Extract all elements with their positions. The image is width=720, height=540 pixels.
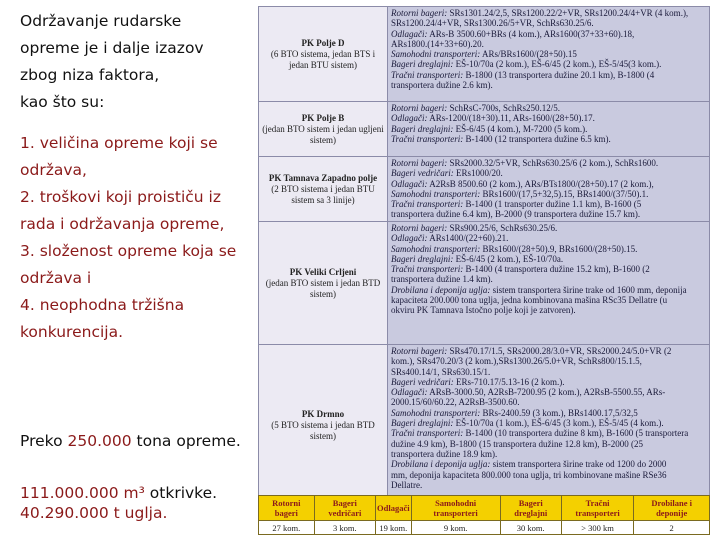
equipment-detail: transportera dužine 1.4 km). [391,274,493,285]
equipment-detail: ARs/BRs1600/(28+50).15 [480,49,577,60]
summary-header: Rotorni bageri [259,496,315,521]
equipment-line [391,209,706,219]
equipment-type: Odlagači: [391,387,428,398]
mine-row [259,345,710,506]
equipment-line [391,305,706,315]
equipment-line [391,113,706,123]
equipment-detail: BRs1600/(28+50).9, BRs1600/(28+50).15. [480,243,638,254]
equipment-detail: EŠ-10/70a (1 kom.), EŠ-6/45 (3 kom.), EŠ-5/45 (4 kom.). [453,418,664,429]
equipment-type: Tračni transporteri: [391,428,464,439]
mine-name: PK Drmno [301,408,345,419]
factor-line: 1. veličina opreme koji se [20,134,218,152]
equipment-line [391,244,706,254]
summary-value: 27 kom. [259,521,315,535]
mine-row [259,157,710,222]
equipment-detail: EŠ-10/70a (2 kom.), EŠ-6/45 (2 kom.), EŠ-5/45(3 kom.). [453,59,662,70]
mine-row [259,7,710,102]
mine-name-cell [259,157,388,222]
mine-row [259,222,710,345]
equipment-type: Bageri dreglajni: [391,59,454,70]
left-text-panel [20,8,252,346]
mine-equipment-cell [388,157,710,222]
equipment-detail: B-1400 (10 transportera dužine 8 km), B-1600 (5 transportera [463,428,689,439]
summary-value: 3 kom. [314,521,375,535]
equipment-type: Rotorni bageri: [391,223,448,233]
equipment-note: Preko 250.000 tona opreme. [20,432,241,450]
summary-value: 2 [634,521,710,535]
intro-line: kao što su: [20,93,105,111]
equipment-line [391,264,706,274]
equipment-detail: B-1400 (12 transportera dužine 6.5 km). [463,133,611,144]
summary-header: Samohodni transporteri [411,496,500,521]
equipment-type: Drobilana i deponija uglja: [391,459,491,470]
equipment-detail: A2RsB 8500.60 (2 kom.), ARs/BTs1800/(28+50).17 (2 kom.), [427,178,654,189]
mine-name-cell [259,222,388,345]
equipment-detail: transportera dužine 6.4 km), B-2000 (9 transportera dužine 15.7 km). [391,209,641,220]
equipment-detail: B-1400 (1 transporter dužine 1.1 km), B-1600 (5 [463,199,642,210]
factor-line: 4. neophodna tržišna [20,296,185,314]
summary-value: > 300 km [561,521,634,535]
equipment-type: Tračni transporteri: [391,133,464,144]
factor-line: održava i [20,269,92,287]
equipment-line [391,377,706,387]
mine-name: PK Veliki Crljeni [289,266,357,277]
equipment-line [391,274,706,284]
equipment-detail: B-1400 (4 transportera dužine 15.2 km), B-1600 (2 [463,264,650,275]
equipment-line [391,346,706,356]
equipment-line [391,295,706,305]
equipment-type: Odlagači: [391,28,428,39]
equipment-detail: SRs2000.32/5+VR, SchRs630.25/6 (2 kom.), SchRs1600. [447,158,659,168]
equipment-detail: ARs-1200/(18+30).11, ARs-1600/(28+50).17. [427,113,595,124]
mine-equipment-cell [388,345,710,506]
equipment-type: Odlagači: [391,113,428,124]
equipment-type: Drobilana i deponija uglja: [391,284,491,295]
equipment-detail: sistem transportera širine trake od 1200 do 2000 [490,459,667,470]
equipment-summary-table [258,495,710,535]
equipment-detail: SchRsC-700s, SchRs250.12/5. [447,103,561,113]
mine-name-cell [259,345,388,506]
equipment-line [391,397,706,407]
equipment-line [391,70,706,80]
mine-name-cell [259,7,388,102]
equipment-detail: kom.), SRs470.20/3 (2 kom.),SRs1300.26/5.0+VR, SchRs800/15.1.5, [391,356,642,367]
equipment-line [391,18,706,28]
equipment-detail: ERs-710.17/5.13-16 (2 kom.). [453,376,565,387]
summary-value: 9 kom. [411,521,500,535]
equipment-type: Bageri dreglajni: [391,253,454,264]
equipment-type: Bageri dreglajni: [391,123,454,134]
intro-paragraph [20,8,252,116]
equipment-line [391,124,706,134]
equipment-detail: mm, deponija kapaciteta 800.000 tona uglja, tri kombinovane mašine RSe36 [391,469,667,480]
equipment-detail: sistem transportera širine trake od 1600 mm, deponija [490,284,687,295]
equipment-type: Bageri dreglajni: [391,418,454,429]
equipment-detail: BRs-2400.59 (3 kom.), BRs1400.17,5/32,5 [480,407,638,418]
equipment-line [391,39,706,49]
equipment-detail: kapaciteta 200.000 tona uglja, jedna kombinovana mašina RSc35 Dellatre (u [391,295,668,306]
mine-description: (6 BTO sistema, jedan BTS i jedan BTU sistem) [270,48,376,70]
mine-description: (2 BTO sistema i jedan BTU sistem sa 3 linije) [271,183,375,205]
equipment-type: Samohodni transporteri: [391,243,481,254]
equipment-detail: BRs1600/(17,5+32,5).15, BRs1400/(37/50).1. [480,188,649,199]
equipment-line [391,428,706,438]
mine-name: PK Polje B [301,112,345,123]
equipment-type: Samohodni transporteri: [391,49,481,60]
equipment-line [391,168,706,178]
equipment-detail: okviru PK Tamnava Istočno polje koji je zatvoren). [391,305,576,316]
equipment-line [391,29,706,39]
equipment-detail: B-1800 (13 transportera dužine 20.1 km), B-1800 (4 [463,69,655,80]
mine-equipment-table [258,6,710,506]
summary-header: Drobilane i deponije [634,496,710,521]
factor-line: 2. troškovi koji proističu iz [20,188,221,206]
equipment-line [391,254,706,264]
mine-name-cell [259,102,388,157]
equipment-type: Rotorni bageri: [391,8,448,18]
summary-header: Bageri vedričari [314,496,375,521]
equipment-line [391,134,706,144]
equipment-type: Rotorni bageri: [391,103,448,113]
equipment-line [391,158,706,168]
equipment-line [391,408,706,418]
equipment-line [391,8,706,18]
summary-header: Odlagači [376,496,412,521]
equipment-detail: ARs1800.(14+33+60).20. [391,38,484,49]
equipment-type: Bageri vedričari: [391,376,454,387]
equipment-type: Samohodni transporteri: [391,407,481,418]
equipment-line [391,449,706,459]
mine-name: PK Polje D [301,37,345,48]
equipment-detail: SRs470.17/1.5, SRs2000.28/3.0+VR, SRs2000.24/5.0+VR (2 [447,346,672,356]
equipment-line [391,233,706,243]
summary-header: Tračni transporteri [561,496,634,521]
equipment-type: Bageri vedričari: [391,168,454,179]
factor-line: održava, [20,161,87,179]
coal-tonnage: 40.290.000 t uglja. [20,504,168,522]
equipment-type: Rotorni bageri: [391,158,448,168]
equipment-line [391,285,706,295]
equipment-detail: EŠ-6/45 (4 kom.), M-7200 (5 kom.). [453,123,588,134]
equipment-detail: 2000.15/60/60.22, A2RsB-3500.60. [391,397,520,408]
equipment-type: Samohodni transporteri: [391,188,481,199]
equipment-line [391,80,706,90]
factors-list [20,130,252,346]
equipment-detail: SRs1301.24/2,5, SRs1200.22/2+VR, SRs1200.24/4+VR (4 kom.), [447,8,689,18]
intro-line: zbog niza faktora, [20,66,160,84]
equipment-type: Tračni transporteri: [391,69,464,80]
equipment-detail: ARsB-3000.50, A2RsB-7200.95 (2 kom.), A2RsB-5500.55, ARs- [427,387,666,398]
equipment-line [391,189,706,199]
summary-header: Bageri dreglajni [500,496,561,521]
equipment-type: Odlagači: [391,178,428,189]
mine-name: PK Tamnava Zapadno polje [268,172,378,183]
mine-description: (5 BTO sistema i jedan BTD sistem) [271,419,375,441]
equipment-tonnage: 250.000 [67,432,132,450]
equipment-type: Rotorni bageri: [391,346,448,356]
overburden-volume: 111.000.000 m³ [20,484,145,502]
mine-row [259,102,710,157]
equipment-detail: ARs-B 3500.60+BRs (4 kom.), ARs1600(37+33+60).18, [427,28,635,39]
equipment-detail: transportera dužine 2.6 km). [391,80,493,91]
equipment-detail: SRs900.25/6, SchRs630.25/6. [447,223,558,233]
equipment-line [391,103,706,113]
equipment-line [391,470,706,480]
mine-description: (jedan BTO sistem i jedan ugljeni sistem) [262,123,384,145]
summary-value: 30 kom. [500,521,561,535]
equipment-type: Odlagači: [391,233,428,244]
equipment-line [391,367,706,377]
equipment-line [391,387,706,397]
equipment-detail: ARs1400/(22+60).21. [427,233,509,244]
equipment-detail: ERs1000/20. [453,168,503,179]
equipment-line [391,179,706,189]
production-stats: 111.000.000 m³ otkrivke. 40.290.000 t uglja. [20,483,260,523]
equipment-line [391,459,706,469]
equipment-line [391,439,706,449]
equipment-line [391,199,706,209]
factor-line: konkurencija. [20,323,124,341]
mine-equipment-cell [388,102,710,157]
equipment-line [391,49,706,59]
mine-equipment-cell [388,222,710,345]
equipment-detail: transportera dužine 18.9 km). [391,448,498,459]
mine-equipment-cell [388,7,710,102]
equipment-line [391,223,706,233]
intro-line: opreme je i dalje izazov [20,39,204,57]
factor-line: rada i održavanja opreme, [20,215,225,233]
mine-description: (jedan BTO sistem i jedan BTD sistem) [265,277,381,299]
equipment-type: Tračni transporteri: [391,199,464,210]
equipment-detail: dužine 4.9 km), B-1800 (15 transportera dužine 12.8 km), B-2000 (25 [391,438,643,449]
summary-value: 19 kom. [376,521,412,535]
intro-line: Održavanje rudarske [20,12,182,30]
equipment-detail: EŠ-6/45 (2 kom.), EŠ-10/70a. [453,253,564,264]
equipment-line [391,418,706,428]
equipment-detail: SRs1200.24/4+VR, SRs1300.26/5+VR, SchRs630.25/6. [391,18,594,29]
equipment-line [391,59,706,69]
equipment-detail: Dellatre. [391,479,423,490]
factor-line: 3. složenost opreme koja se [20,242,237,260]
equipment-detail: SRs400.14/1, SRs630.15/1. [391,366,491,377]
equipment-type: Tračni transporteri: [391,264,464,275]
equipment-line [391,356,706,366]
equipment-line [391,480,706,490]
